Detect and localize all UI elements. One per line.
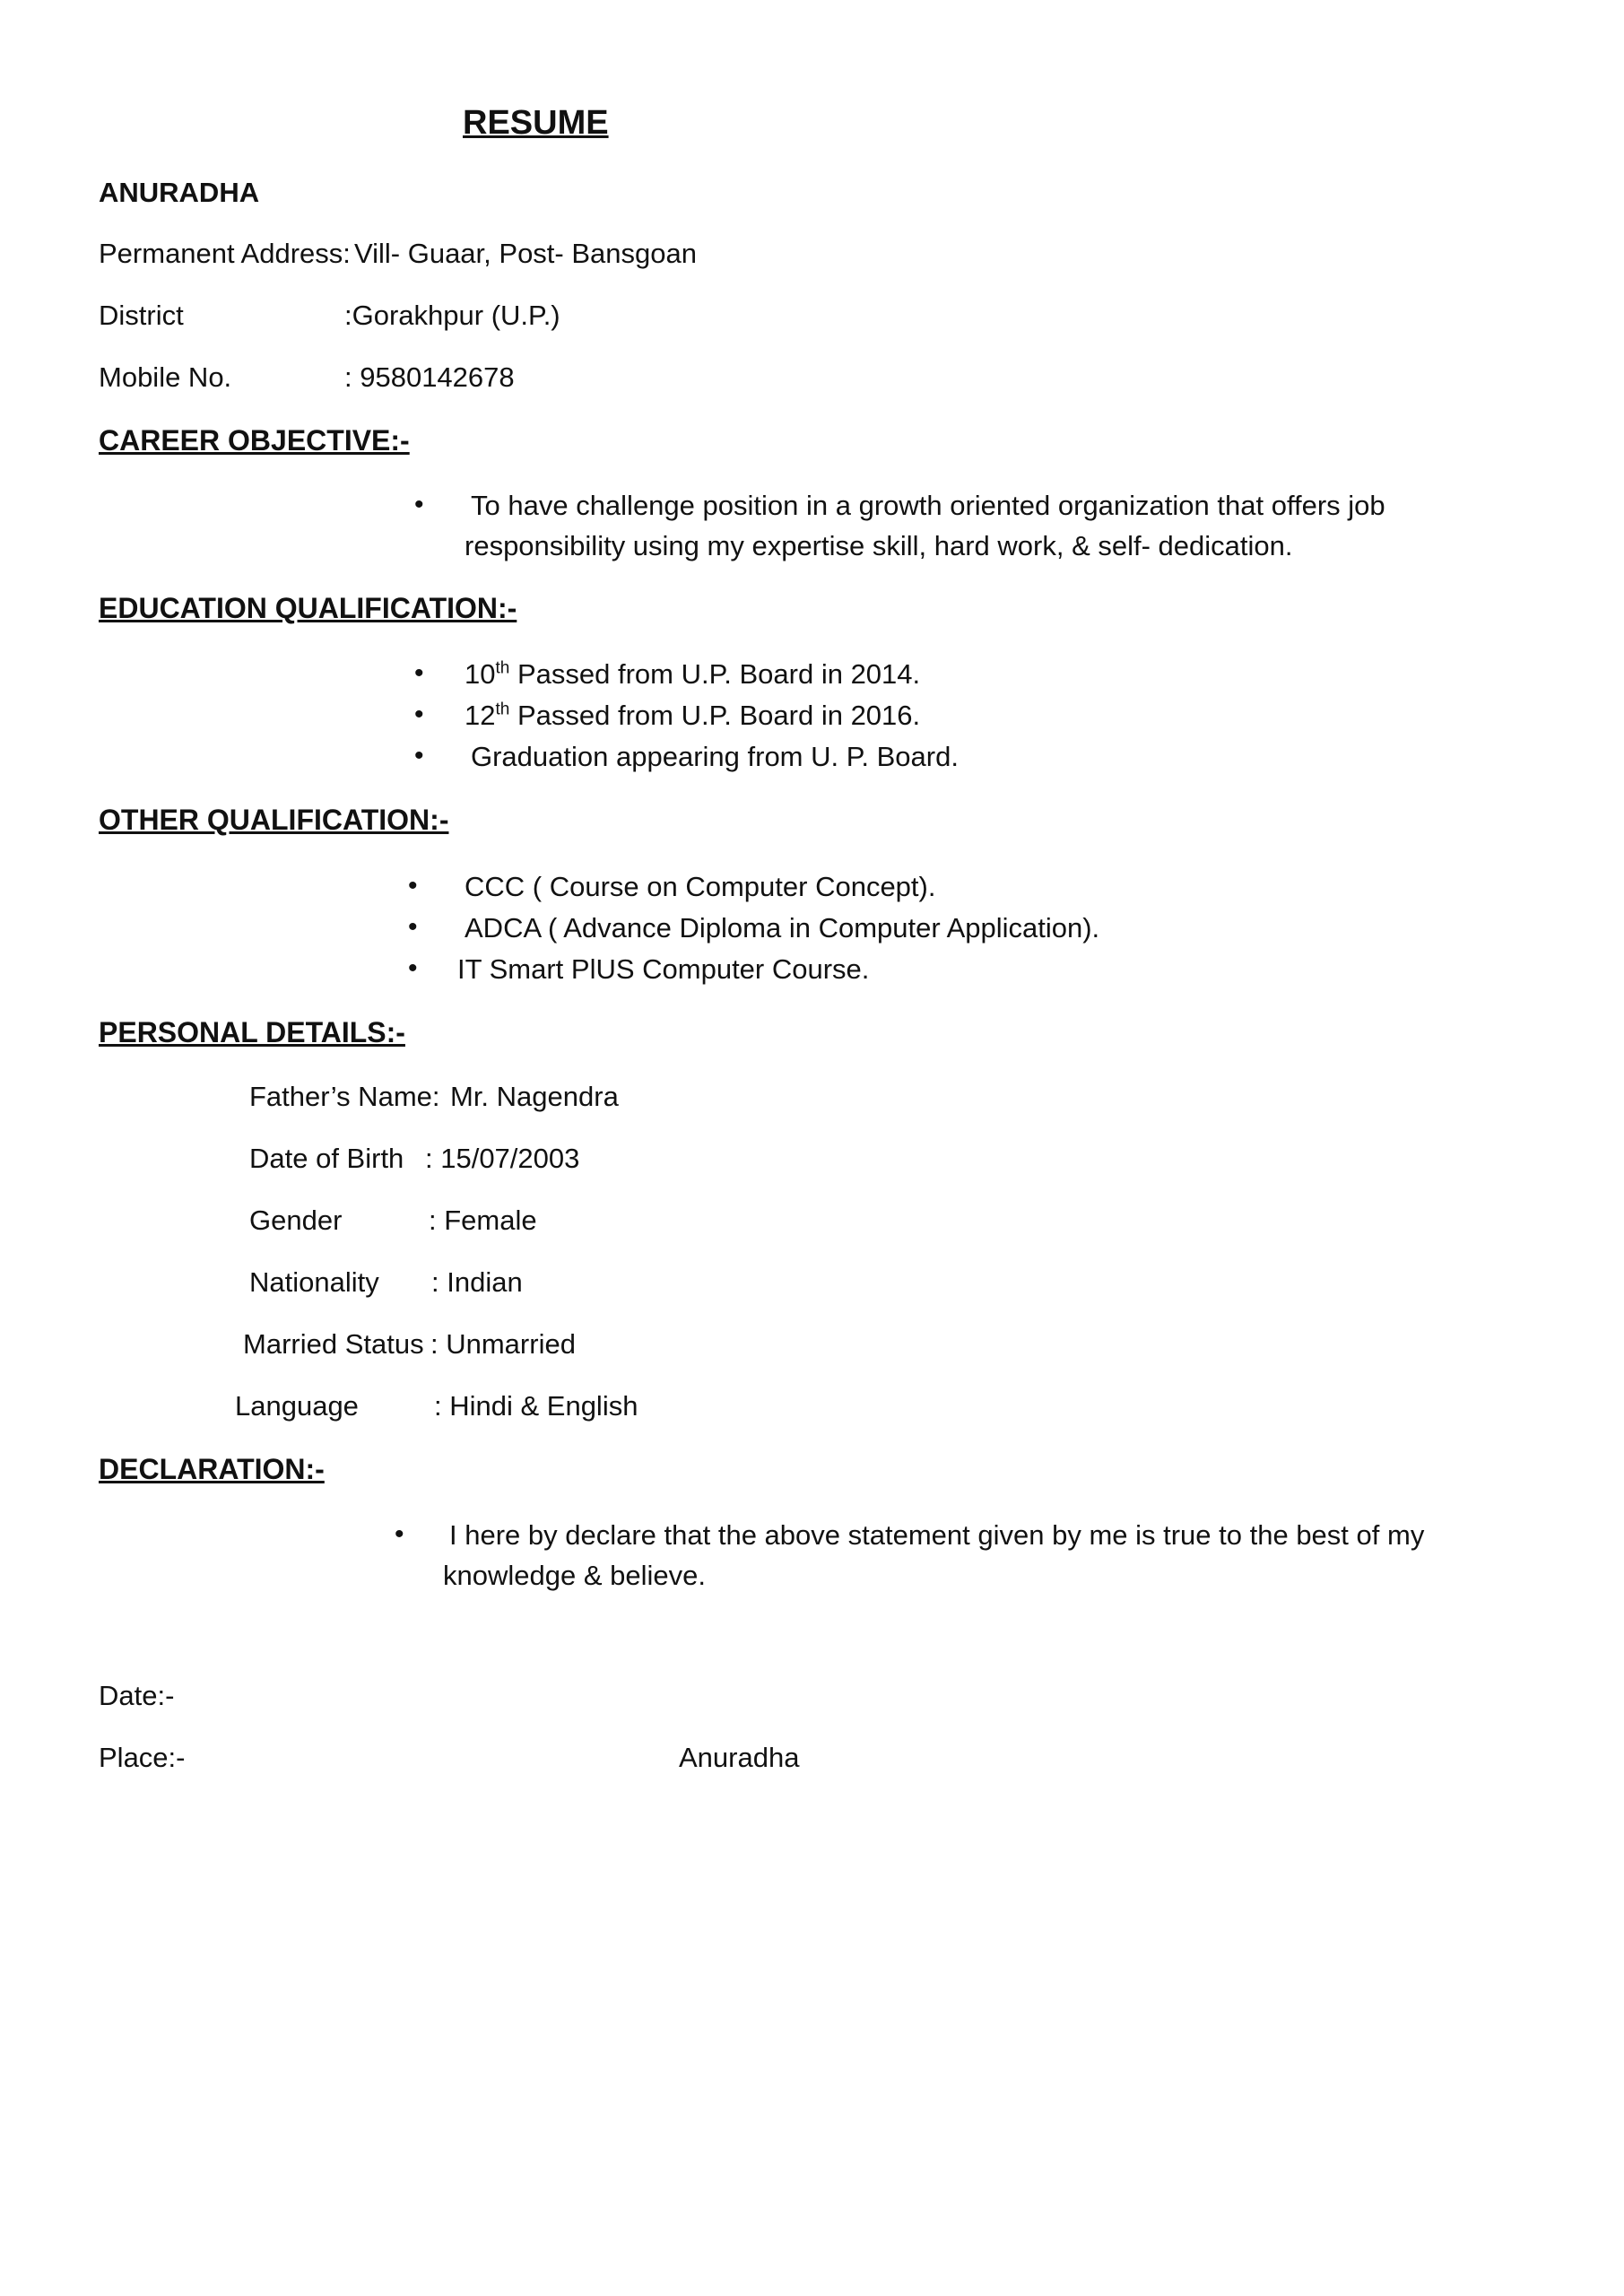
bullet-icon: •: [414, 490, 424, 519]
education-item-text: Passed from U.P. Board in 2016.: [509, 700, 921, 731]
declaration-line-1: I here by declare that the above statement given by me is true to the best of my: [449, 1519, 1425, 1551]
district-value: :Gorakhpur (U.P.): [344, 300, 560, 331]
dob-value: : 15/07/2003: [425, 1143, 580, 1174]
personal-details-heading: PERSONAL DETAILS:-: [99, 1016, 405, 1048]
mobile-label: Mobile No.: [99, 361, 232, 393]
career-objective-heading: CAREER OBJECTIVE:-: [99, 424, 410, 457]
bullet-icon: •: [408, 871, 418, 900]
mobile-value: : 9580142678: [344, 361, 515, 393]
bullet-icon: •: [414, 700, 424, 729]
other-qualification-item: ADCA ( Advance Diploma in Computer Application).: [465, 912, 1100, 944]
education-heading: EDUCATION QUALIFICATION:-: [99, 592, 517, 624]
bullet-icon: •: [408, 912, 418, 942]
married-status-label: Married Status: [243, 1328, 424, 1360]
fathers-name-label: Father’s Name:: [249, 1081, 440, 1112]
married-status-value: : Unmarried: [430, 1328, 576, 1360]
career-objective-line-1: To have challenge position in a growth oriented organization that offers job: [471, 490, 1385, 521]
date-label: Date:-: [99, 1680, 175, 1711]
education-item-text: Passed from U.P. Board in 2014.: [509, 658, 921, 690]
other-qualification-heading: OTHER QUALIFICATION:-: [99, 804, 449, 836]
bullet-icon: •: [414, 658, 424, 688]
place-label: Place:-: [99, 1742, 186, 1773]
bullet-icon: •: [414, 741, 424, 770]
nationality-value: : Indian: [431, 1266, 523, 1298]
education-item-ordinal: th: [495, 658, 510, 678]
gender-label: Gender: [249, 1205, 343, 1236]
nationality-label: Nationality: [249, 1266, 379, 1298]
language-value: : Hindi & English: [434, 1390, 638, 1422]
address-label: Permanent Address:: [99, 238, 351, 269]
fathers-name-value: Mr. Nagendra: [450, 1081, 619, 1112]
address-value: Vill- Guaar, Post- Bansgoan: [354, 238, 697, 269]
career-objective-line-2: responsibility using my expertise skill, hard work, & self- dedication.: [465, 530, 1293, 561]
education-item-number: 12: [465, 700, 496, 731]
other-qualification-item: IT Smart PlUS Computer Course.: [457, 953, 870, 985]
dob-label: Date of Birth: [249, 1143, 404, 1174]
language-label: Language: [235, 1390, 359, 1422]
bullet-icon: •: [395, 1519, 404, 1549]
education-item: [465, 657, 920, 691]
signature-name: Anuradha: [679, 1742, 800, 1773]
education-item-number: 10: [465, 658, 496, 690]
education-item-ordinal: th: [495, 700, 510, 719]
declaration-line-2: knowledge & believe.: [443, 1560, 706, 1591]
gender-value: : Female: [429, 1205, 537, 1236]
other-qualification-item: CCC ( Course on Computer Concept).: [465, 871, 936, 902]
education-item: Graduation appearing from U. P. Board.: [471, 741, 959, 772]
candidate-name: ANURADHA: [99, 177, 260, 208]
bullet-icon: •: [408, 953, 418, 983]
education-item: [465, 699, 920, 732]
declaration-heading: DECLARATION:-: [99, 1453, 325, 1485]
resume-title: RESUME: [463, 104, 609, 142]
district-label: District: [99, 300, 184, 331]
